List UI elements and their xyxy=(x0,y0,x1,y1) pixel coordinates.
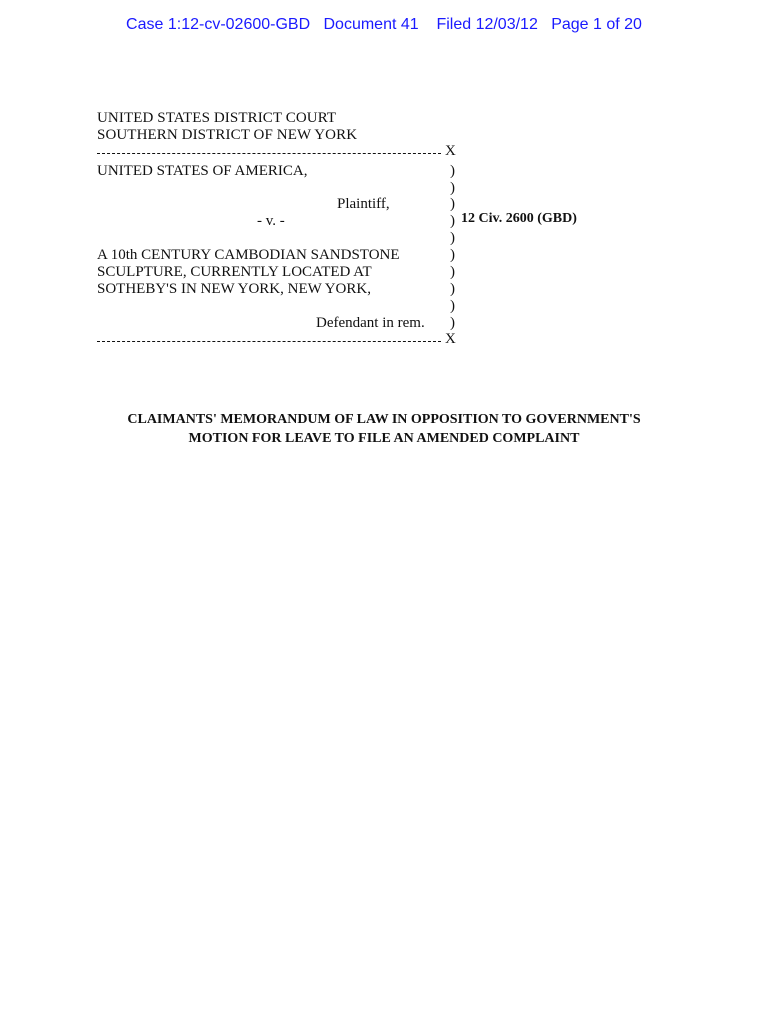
caption-top-divider xyxy=(97,145,441,161)
ecf-case-number: Case 1:12-cv-02600-GBD xyxy=(126,16,311,33)
caption-paren: ) xyxy=(450,196,455,212)
caption-bottom-x: X xyxy=(445,331,456,347)
caption-paren: ) xyxy=(450,180,455,196)
caption-paren: ) xyxy=(450,281,455,297)
document-title-line-1: CLAIMANTS' MEMORANDUM OF LAW IN OPPOSITION TO GOVERNMENT'S xyxy=(127,412,641,427)
plaintiff-role: Plaintiff, xyxy=(337,196,390,212)
caption-top-x: X xyxy=(445,143,456,159)
caption-paren: ) xyxy=(450,298,455,314)
caption-paren: ) xyxy=(450,163,455,179)
plaintiff-name: UNITED STATES OF AMERICA, xyxy=(97,163,308,179)
case-number: 12 Civ. 2600 (GBD) xyxy=(461,211,577,226)
defendant-line-1: A 10th CENTURY CAMBODIAN SANDSTONE xyxy=(97,247,400,263)
ecf-filed-date: Filed 12/03/12 xyxy=(436,16,538,33)
court-district: SOUTHERN DISTRICT OF NEW YORK xyxy=(97,127,358,143)
defendant-line-3: SOTHEBY'S IN NEW YORK, NEW YORK, xyxy=(97,281,371,297)
caption-paren: ) xyxy=(450,315,455,331)
defendant-role: Defendant in rem. xyxy=(316,315,425,331)
ecf-document-number: Document 41 xyxy=(323,16,419,33)
document-title xyxy=(60,410,708,448)
caption-paren: ) xyxy=(450,230,455,246)
ecf-page-count: Page 1 of 20 xyxy=(551,16,642,33)
caption-paren: ) xyxy=(450,213,455,229)
caption-paren: ) xyxy=(450,247,455,263)
caption-bottom-divider xyxy=(97,333,441,349)
court-name: UNITED STATES DISTRICT COURT xyxy=(97,110,337,126)
caption-paren: ) xyxy=(450,264,455,280)
defendant-line-2: SCULPTURE, CURRENTLY LOCATED AT xyxy=(97,264,372,280)
document-title-line-2: MOTION FOR LEAVE TO FILE AN AMENDED COMPLAINT xyxy=(188,431,580,446)
versus: - v. - xyxy=(257,213,285,229)
ecf-filing-header xyxy=(0,16,768,34)
